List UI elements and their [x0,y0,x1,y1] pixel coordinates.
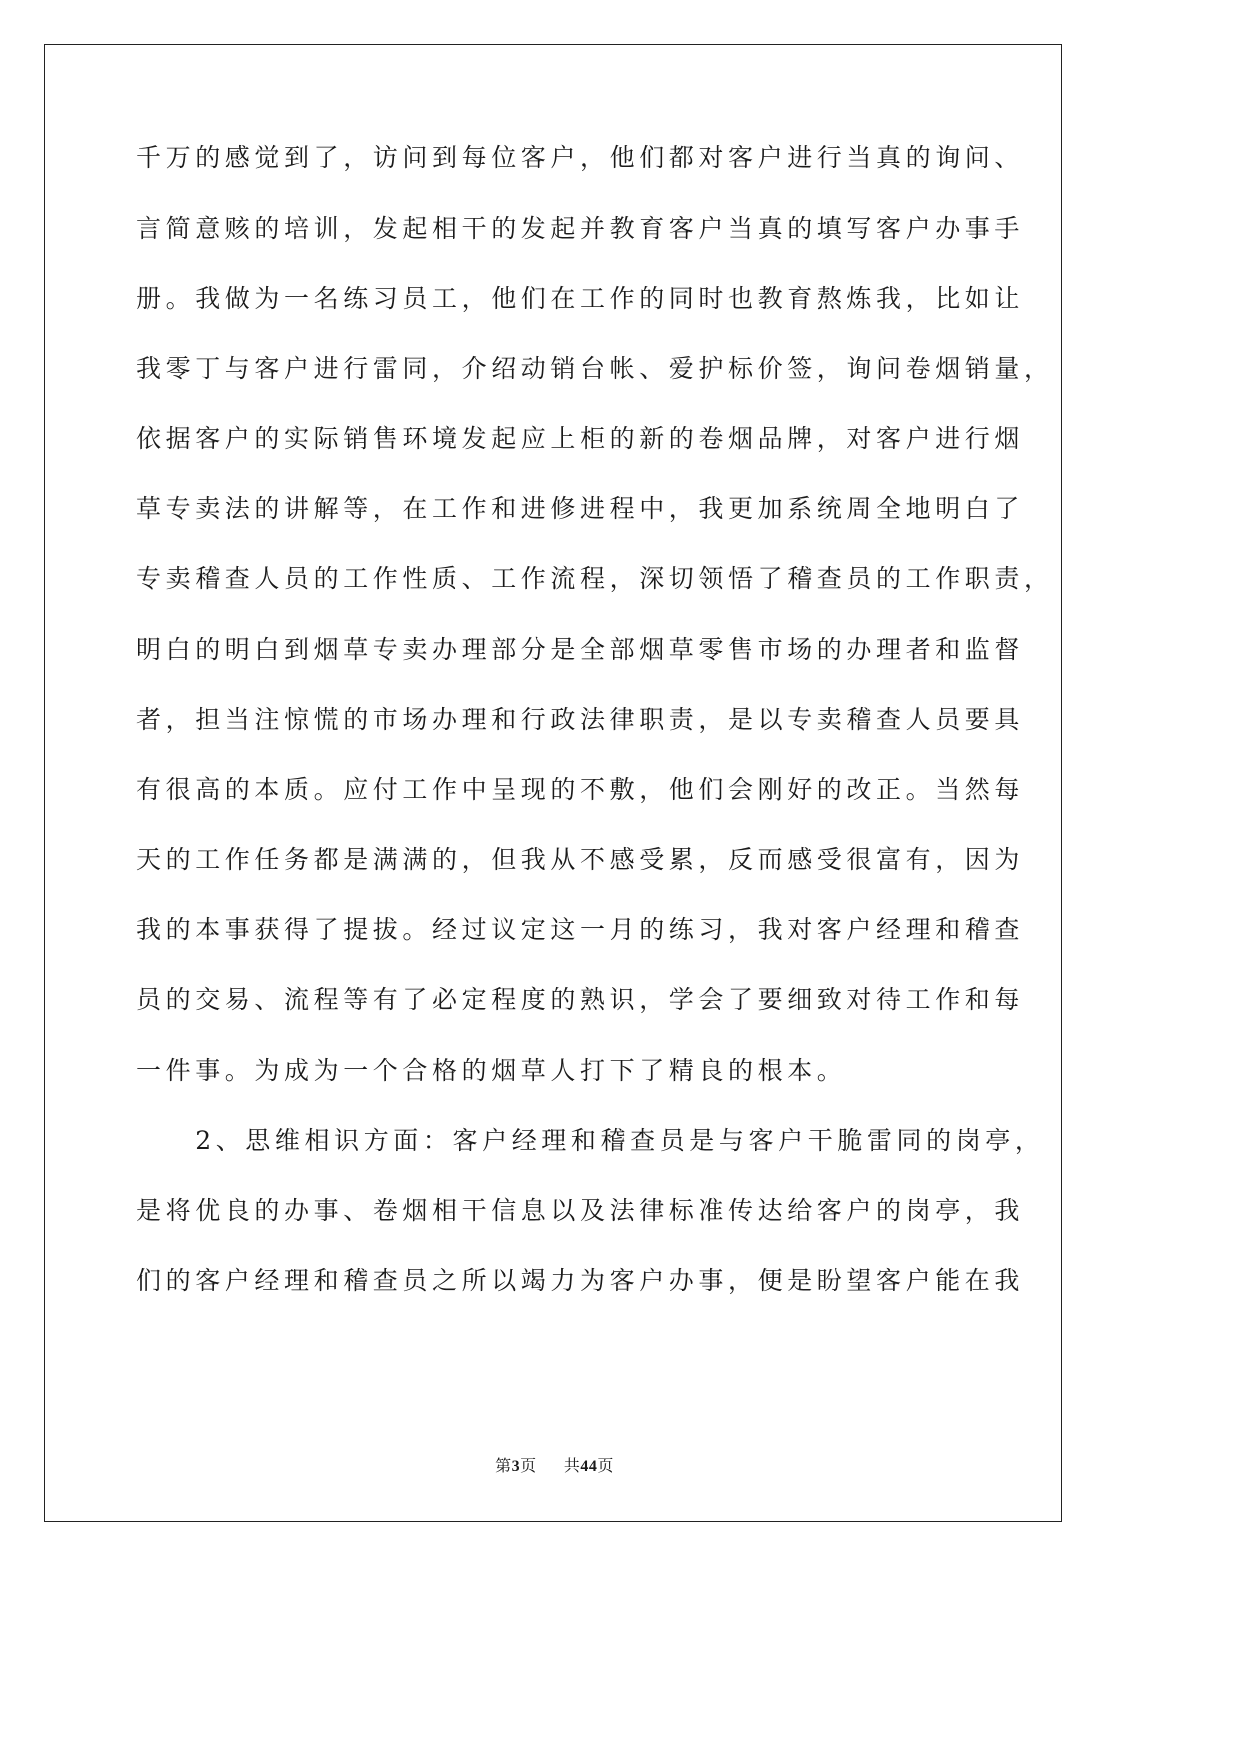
text-line: 依据客户的实际销售环境发起应上柜的新的卷烟品牌，对客户进行烟 [136,424,1025,453]
total-prefix: 共 [563,1456,581,1475]
text-line: 有很高的本质。应付工作中呈现的不敷，他们会刚好的改正。当然每 [136,775,1025,804]
page-footer [0,1456,1109,1477]
text-line: 天的工作任务都是满满的，但我从不感受累，反而感受很富有，因为 [136,845,1025,874]
text-line: 一件事。为成为一个合格的烟草人打下了精良的根本。 [136,1056,847,1085]
page-suffix: 页 [520,1456,537,1475]
text-line: 千万的感觉到了，访问到每位客户，他们都对客户进行当真的询问、 [136,143,1025,172]
total-pages-label [564,1456,614,1475]
text-line: 草专卖法的讲解等，在工作和进修进程中，我更加系统周全地明白了 [136,494,1025,523]
text-line: 2、思维相识方面：客户经理和稽查员是与客户干脆雷同的岗亭， [136,1126,1045,1155]
page-prefix: 第 [495,1456,512,1475]
text-line: 专卖稽查人员的工作性质、工作流程，深切领悟了稽查员的工作职责， [136,564,1054,593]
text-line: 言简意赅的培训，发起相干的发起并教育客户当真的填写客户办事手 [136,214,1025,243]
total-pages: 44 [580,1458,598,1475]
text-line: 册。我做为一名练习员工，他们在工作的同时也教育熬炼我，比如让 [136,284,1025,313]
text-line: 我的本事获得了提拔。经过议定这一月的练习，我对客户经理和稽查 [136,915,1025,944]
page-number: 3 [511,1458,521,1475]
total-suffix: 页 [597,1456,614,1475]
text-line: 们的客户经理和稽查员之所以竭力为客户办事，便是盼望客户能在我 [136,1266,1025,1295]
text-line: 者，担当注惊慌的市场办理和行政法律职责，是以专卖稽查人员要具 [136,705,1025,734]
text-line: 我零丁与客户进行雷同，介绍动销台帐、爱护标价签，询问卷烟销量， [136,354,1054,383]
page-label [495,1456,542,1475]
text-line: 员的交易、流程等有了必定程度的熟识，学会了要细致对待工作和每 [136,985,1025,1014]
text-line: 是将优良的办事、卷烟相干信息以及法律标准传达给客户的岗亭，我 [136,1196,1025,1225]
text-line: 明白的明白到烟草专卖办理部分是全部烟草零售市场的办理者和监督 [136,635,1025,664]
